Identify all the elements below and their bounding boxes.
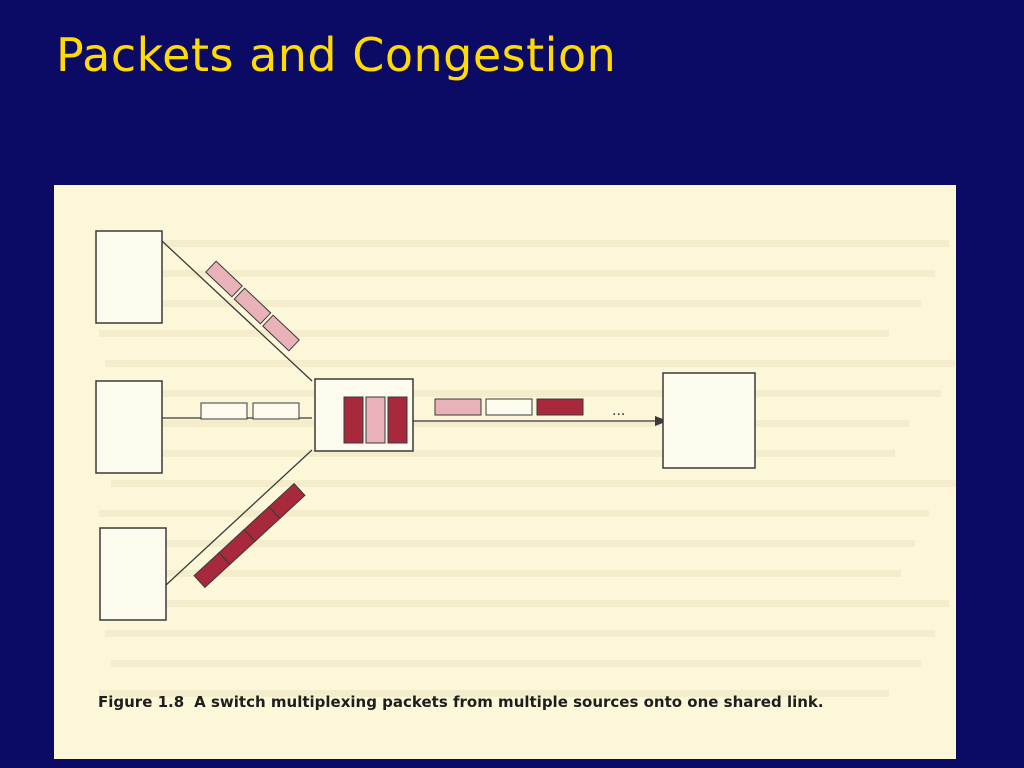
bleed-line	[111, 480, 956, 487]
bleed-line	[111, 660, 921, 667]
queue-packet-3	[388, 397, 407, 443]
bleed-line	[99, 510, 929, 517]
link-bottom	[166, 450, 312, 585]
bleed-line	[99, 600, 949, 607]
packet-shared-2	[486, 399, 532, 415]
destination-host	[663, 373, 755, 468]
source-host-bottom	[100, 528, 166, 620]
figure-caption	[98, 693, 824, 711]
figure-scan	[54, 185, 956, 759]
packet-shared-1	[435, 399, 481, 415]
bleed-line	[111, 570, 901, 577]
packet-top-1	[206, 261, 242, 297]
source-host-top	[96, 231, 162, 323]
queue-packet-1	[344, 397, 363, 443]
source-host-middle	[96, 381, 162, 473]
page-bleed-through	[99, 240, 956, 697]
bleed-line	[111, 390, 941, 397]
slide-title: Packets and Congestion	[56, 28, 617, 82]
bleed-line	[105, 630, 935, 637]
bleed-line	[105, 360, 955, 367]
switch-queue	[344, 397, 407, 443]
multiplexing-diagram	[54, 185, 956, 759]
packet-middle-2	[253, 403, 299, 419]
ellipsis-label: ...	[612, 403, 626, 419]
figure-caption-text: A switch multiplexing packets from multiple sources onto one shared link.	[194, 693, 824, 711]
figure-number: Figure 1.8	[98, 693, 185, 711]
bleed-line	[99, 240, 949, 247]
bleed-line	[105, 450, 895, 457]
packet-middle-1	[201, 403, 247, 419]
queue-packet-2	[366, 397, 385, 443]
packet-shared-3	[537, 399, 583, 415]
bleed-line	[99, 330, 889, 337]
